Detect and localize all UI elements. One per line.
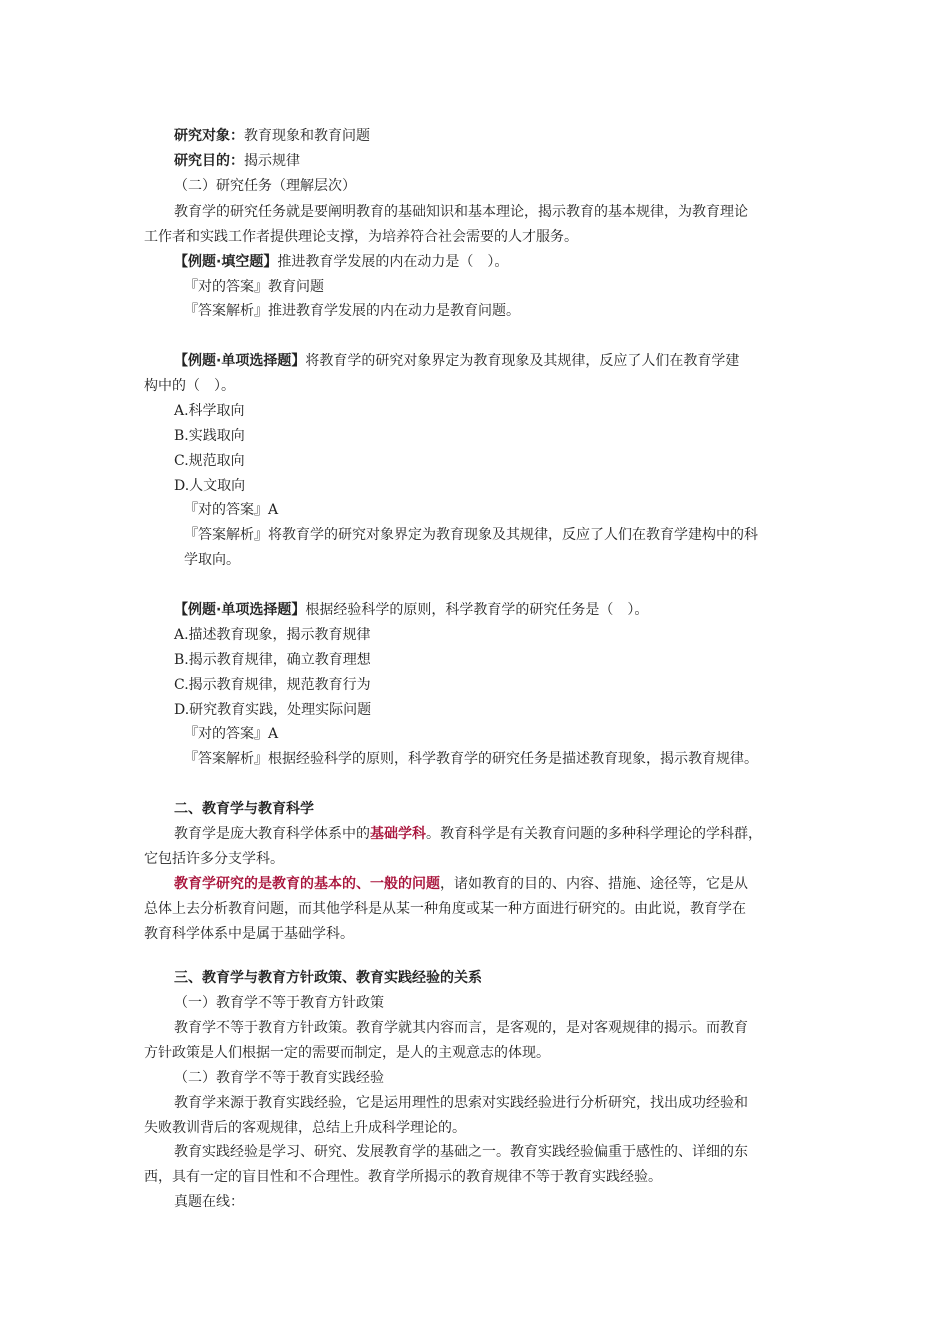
question-text: 将教育学的研究对象界定为教育现象及其规律，反应了人们在教育学建 [305,353,740,369]
paragraph-line: 教育实践经验是学习、研究、发展教育学的基础之一。教育实践经验偏重于感性的、详细的东 [174,1144,748,1160]
paragraph-text: 教育学是庞大教育科学体系中的 [174,826,370,842]
option-a: A.科学取向 [174,403,245,419]
option-a: A.描述教育现象，揭示教育规律 [174,627,371,643]
question-text-continued: 构中的（ ）。 [144,378,235,394]
section-heading-research-task: （二）研究任务（理解层次） [174,178,356,194]
paragraph-line: 教育学不等于教育方针政策。教育学就其内容而言，是客观的，是对客观规律的揭示。而教育 [174,1020,748,1036]
option-b: B.实践取向 [174,428,245,444]
answer-analysis: 『答案解析』根据经验科学的原则，科学教育学的研究任务是描述教育现象，揭示教育规律。 [184,751,758,767]
paragraph-line: 工作者和实践工作者提供理论支撑，为培养符合社会需要的人才服务。 [144,229,578,245]
question-tag: 【例题·填空题】 [174,254,278,270]
option-c: C.揭示教育规律，规范教育行为 [174,677,371,693]
paragraph-line: 失败教训背后的客观规律，总结上升成科学理论的。 [144,1120,466,1136]
option-c: C.规范取向 [174,453,245,469]
real-exam-label: 真题在线： [174,1194,244,1210]
correct-answer: 『对的答案』A [184,502,279,518]
section-heading-3: 三、教育学与教育方针政策、教育实践经验的关系 [174,970,482,986]
question-tag: 【例题·单项选择题】 [174,602,306,618]
research-object-label: 研究对象： [174,128,244,144]
option-d: D.研究教育实践，处理实际问题 [174,702,372,718]
paragraph-line: 它包括许多分支学科。 [144,851,284,867]
paragraph-line: 教育学来源于教育实践经验，它是运用理性的思索对实践经验进行分析研究，找出成功经验和 [174,1095,748,1111]
section-heading-2: 二、教育学与教育科学 [174,801,314,817]
research-purpose-label: 研究目的： [174,153,244,169]
paragraph-text: 。教育科学是有关教育问题的多种科学理论的学科群， [426,826,762,842]
example-choice-question-1 [174,352,739,370]
paragraph-line: 方针政策是人们根据一定的需要而制定，是人的主观意志的体现。 [144,1045,550,1061]
option-b: B.揭示教育规律，确立教育理想 [174,652,371,668]
correct-answer: 『对的答案』教育问题 [184,279,324,295]
subsection-heading: （二）教育学不等于教育实践经验 [174,1070,384,1086]
answer-analysis-continued: 学取向。 [184,552,240,568]
paragraph-line [174,825,762,843]
answer-analysis: 『答案解析』推进教育学发展的内在动力是教育问题。 [184,303,520,319]
paragraph-line [174,875,748,893]
correct-answer: 『对的答案』A [184,726,279,742]
question-text: 推进教育学发展的内在动力是（ ）。 [277,254,509,270]
research-object-line [174,127,370,145]
research-purpose-text: 揭示规律 [244,153,300,169]
paragraph-line: 教育学的研究任务就是要阐明教育的基础知识和基本理论，揭示教育的基本规律，为教育理论 [174,204,748,220]
emphasis-text: 基础学科 [370,826,426,842]
paragraph-line: 西，具有一定的盲目性和不合理性。教育学所揭示的教育规律不等于教育实践经验。 [144,1169,662,1185]
paragraph-line: 总体上去分析教育问题，而其他学科是从某一种角度或某一种方面进行研究的。由此说，教育学在 [144,901,746,917]
subsection-heading: （一）教育学不等于教育方针政策 [174,995,384,1011]
example-fill-question [174,253,508,271]
paragraph-text: ，诸如教育的目的、内容、措施、途径等，它是从 [440,876,748,892]
emphasis-text: 教育学研究的是教育的基本的、一般的问题 [174,876,440,892]
option-d: D.人文取向 [174,478,246,494]
paragraph-line: 教育科学体系中是属于基础学科。 [144,926,354,942]
research-purpose-line [174,152,300,170]
answer-analysis: 『答案解析』将教育学的研究对象界定为教育现象及其规律，反应了人们在教育学建构中的科 [184,527,758,543]
question-tag: 【例题·单项选择题】 [174,353,306,369]
question-text: 根据经验科学的原则，科学教育学的研究任务是（ ）。 [305,602,649,618]
research-object-text: 教育现象和教育问题 [244,128,370,144]
example-choice-question-2 [174,601,648,619]
